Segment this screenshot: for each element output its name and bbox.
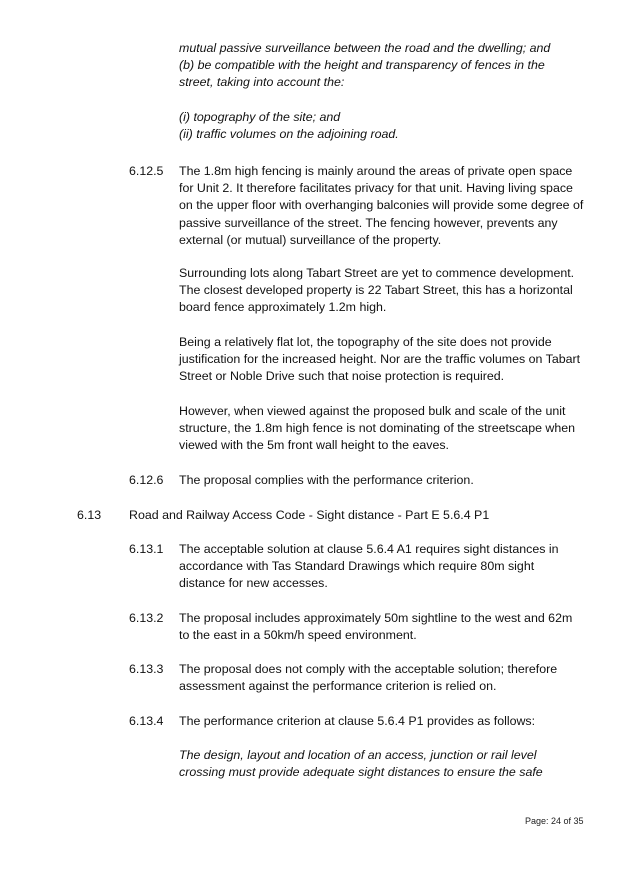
text-line: The proposal includes approximately 50m sightline to the west and 62m: [179, 611, 573, 625]
text-line: The closest developed property is 22 Tabart Street, this has a horizontal: [179, 283, 573, 298]
text-line: The performance criterion at clause 5.6.4 P1 provides as follows:: [179, 714, 536, 728]
text-line: board fence approximately 1.2m high.: [179, 300, 387, 315]
text-line: The proposal does not comply with the acceptable solution; therefore: [179, 662, 558, 676]
quote-line: mutual passive surveillance between the road and the dwelling; and: [179, 41, 551, 55]
section-number-6-13: 6.13: [77, 508, 102, 522]
text-line: viewed with the 5m front wall height to the eaves.: [179, 438, 449, 453]
text-line: passive surveillance of the street. The fencing however, prevents any: [179, 215, 558, 230]
section-6-13-4-quote: [179, 747, 599, 781]
text-line: Street or Noble Drive such that noise protection is required.: [179, 369, 505, 384]
section-6-13-heading: [129, 507, 599, 524]
section-number-6-13-4: 6.13.4: [129, 714, 164, 728]
text-line: structure, the 1.8m high fence is not dominating of the streetscape when: [179, 421, 576, 436]
section-6-12-6-text: [179, 472, 599, 489]
section-number-6-13-1: 6.13.1: [129, 542, 164, 556]
section-6-13-2-text: [179, 610, 599, 644]
intro-quote: [179, 40, 599, 92]
intro-quote-subitems: [179, 109, 599, 143]
section-6-12-5-para-2: [179, 265, 599, 317]
section-6-13-1-text: [179, 541, 599, 593]
quote-line: The design, layout and location of an access, junction or rail level: [179, 748, 537, 762]
text-line: However, when viewed against the proposed bulk and scale of the unit: [179, 404, 566, 418]
quote-line: street, taking into account the:: [179, 75, 345, 90]
quote-line: crossing must provide adequate sight distances to ensure the safe: [179, 765, 543, 780]
section-6-13-3-text: [179, 661, 599, 695]
text-line: assessment against the performance criterion is relied on.: [179, 679, 497, 694]
text-line: for Unit 2. It therefore facilitates privacy for that unit. Having living space: [179, 181, 573, 196]
section-number-6-12-6: 6.12.6: [129, 473, 164, 487]
quote-subitem: (i) topography of the site; and: [179, 110, 341, 124]
quote-line: (b) be compatible with the height and transparency of fences in the: [179, 58, 545, 73]
quote-subitem: (ii) traffic volumes on the adjoining road.: [179, 127, 399, 142]
page-number: Page: 24 of 35: [525, 816, 584, 826]
section-6-12-5-para-3: [179, 334, 599, 386]
text-line: accordance with Tas Standard Drawings which require 80m sight: [179, 559, 535, 574]
text-line: to the east in a 50km/h speed environment.: [179, 628, 417, 643]
section-6-13-4-text: [179, 713, 599, 730]
text-line: The acceptable solution at clause 5.6.4 A1 requires sight distances in: [179, 542, 559, 556]
section-6-12-5-para-4: [179, 403, 599, 455]
section-6-12-5-para-1: [179, 163, 599, 249]
heading-text: Road and Railway Access Code - Sight distance - Part E 5.6.4 P1: [129, 508, 490, 522]
section-number-6-12-5: 6.12.5: [129, 164, 164, 178]
text-line: external (or mutual) surveillance of the property.: [179, 232, 442, 247]
text-line: The 1.8m high fencing is mainly around the areas of private open space: [179, 164, 573, 178]
text-line: Being a relatively flat lot, the topography of the site does not provide: [179, 335, 552, 349]
text-line: Surrounding lots along Tabart Street are yet to commence development.: [179, 266, 575, 280]
text-line: The proposal complies with the performance criterion.: [179, 473, 474, 487]
section-number-6-13-2: 6.13.2: [129, 611, 164, 625]
section-number-6-13-3: 6.13.3: [129, 662, 164, 676]
text-line: distance for new accesses.: [179, 576, 328, 591]
text-line: on the upper floor with overhanging balconies will provide some degree of: [179, 198, 584, 213]
text-line: justification for the increased height. Nor are the traffic volumes on Tabart: [179, 352, 581, 367]
